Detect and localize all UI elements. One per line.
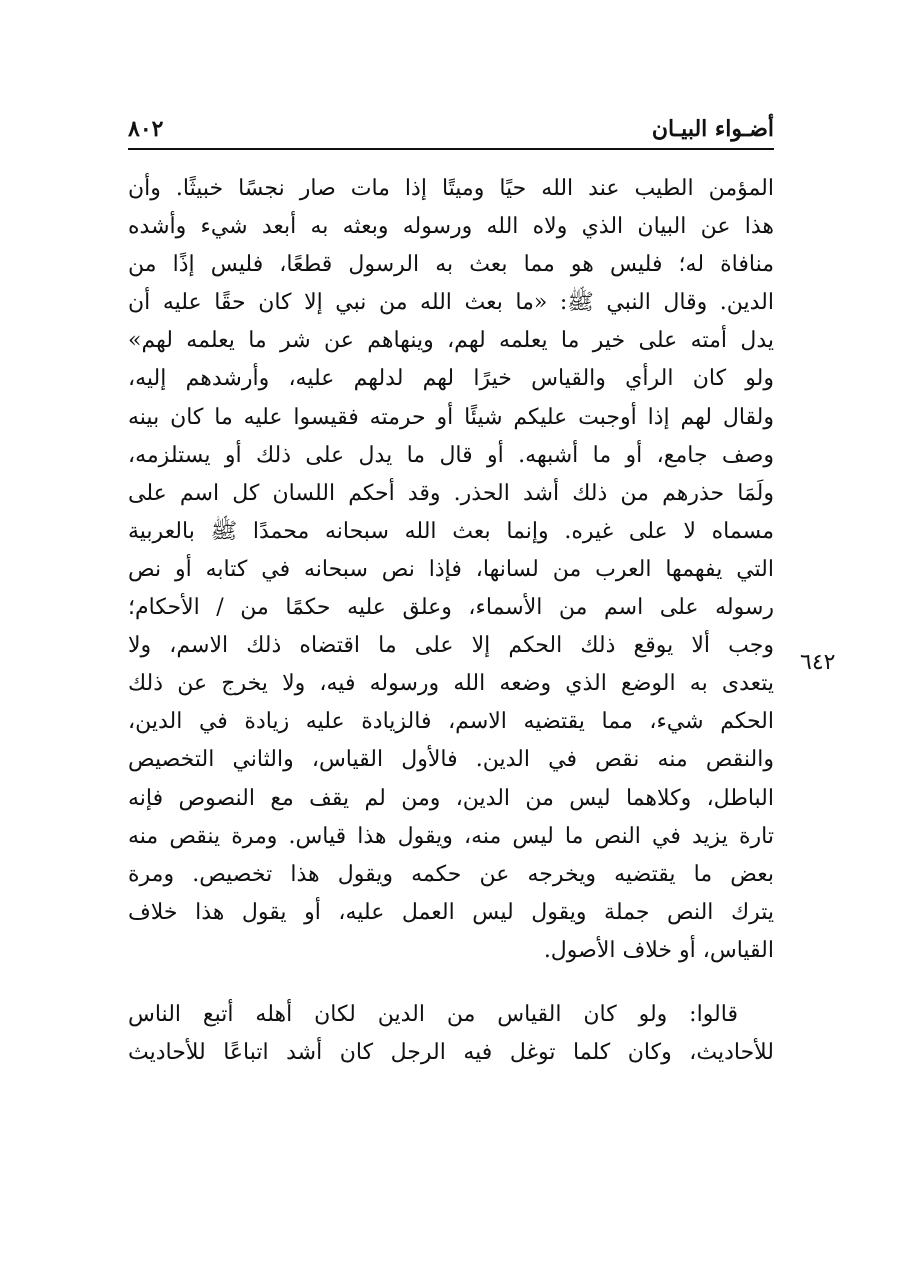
text-line: يتعدى به الوضع الذي وضعه الله ورسوله فيه، ولا يخرج عن ذلك [128,671,774,697]
text-line: مسماه لا على غيره. وإنما بعث الله سبحانه محمدًا ﷺ بالعربية [128,518,774,544]
text-line: قالوا: ولو كان القياس من الدين لكان أهله أتبع الناس [128,1001,738,1027]
text-line: منافاة له؛ فليس هو مما بعث به الرسول قطعًا، فليس إذًا من [128,252,774,278]
text-line: وجب ألا يوقع ذلك الحكم إلا على ما اقتضاه ذلك الاسم، ولا [128,633,774,659]
text-line: يدل أمته على خير ما يعلمه لهم، وينهاهم عن شر ما يعلمه لهم» [128,328,774,354]
text-line: التي يفهمها العرب من لسانها، فإذا نص سبحانه في كتابه أو نص [128,556,774,582]
text-line: والنقص منه نقص في الدين. فالأول القياس، والثاني التخصيص [128,747,774,773]
text-line: ولَمَا حذرهم من ذلك أشد الحذر. وقد أحكم اللسان كل اسم على [128,480,774,506]
text-line: ولقال لهم إذا أوجبت عليكم شيئًا أو حرمته فقيسوا عليه ما كان بينه [128,404,774,430]
book-title: أضـواء البيـان [651,116,774,142]
page-header [128,112,774,150]
text-line: يترك النص جملة ويقول ليس العمل عليه، أو يقول هذا خلاف [128,899,774,925]
text-line: للأحاديث، وكان كلما توغل فيه الرجل كان أشد اتباعًا للأحاديث [128,1040,774,1066]
page-number: ٨٠٢ [128,116,164,142]
text-line: هذا عن البيان الذي ولاه الله ورسوله وبعثه به أبعد شيء وأشده [128,214,774,240]
text-line: الحكم شيء، مما يقتضيه الاسم، فالزيادة عليه زيادة في الدين، [128,709,774,735]
body-text [128,170,774,1072]
paragraph-gap [128,970,774,996]
paragraph-2 [128,996,774,1072]
text-line: تارة يزيد في النص ما ليس منه، ويقول هذا قياس. ومرة ينقص منه [128,823,774,849]
text-line: الباطل، وكلاهما ليس من الدين، ومن لم يقف مع النصوص فإنه [128,785,774,811]
text-line: بعض ما يقتضيه ويخرجه عن حكمه ويقول هذا تخصيص. ومرة [128,861,774,887]
paragraph-1 [128,170,774,970]
text-line: وصف جامع، أو ما أشبهه. أو قال ما يدل على ذلك أو يستلزمه، [128,442,774,468]
margin-page-number: ٦٤٢ [800,650,836,675]
text-line: الدين. وقال النبي ﷺ: «ما بعث الله من نبي إلا كان حقًا عليه أن [128,290,774,316]
text-line: القياس، أو خلاف الأصول. [543,937,774,963]
text-line: ولو كان الرأي والقياس خيرًا لهم لدلهم عليه، وأرشدهم إليه، [128,366,774,392]
text-line: رسوله على اسم من الأسماء، وعلق عليه حكمًا من / الأحكام؛ [128,595,774,621]
text-line: المؤمن الطيب عند الله حيًا وميتًا إذا مات صار نجسًا خبيثًا. وأن [128,176,774,201]
